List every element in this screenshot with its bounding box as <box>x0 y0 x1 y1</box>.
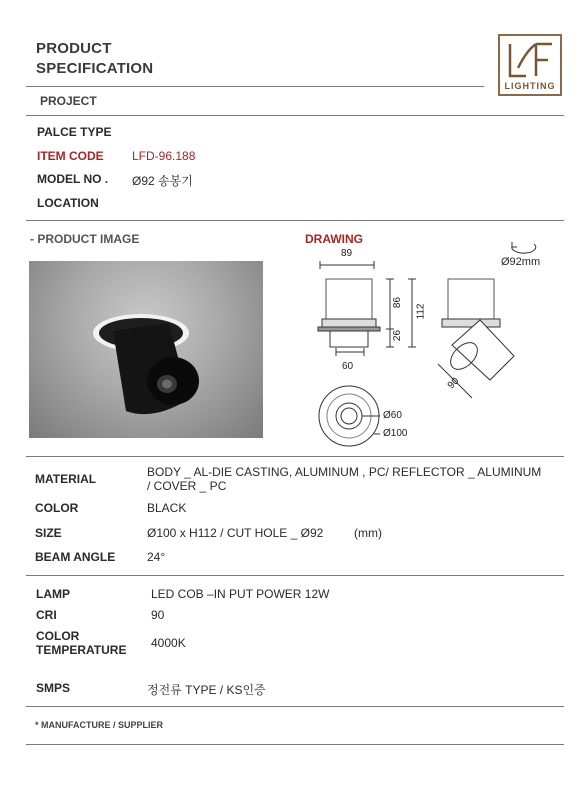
dim-height-86: 86 <box>392 296 404 309</box>
dim-side-90: 90 <box>445 375 462 392</box>
beam-angle-label: BEAM ANGLE <box>35 550 116 564</box>
model-label: MODEL NO . <box>37 172 109 186</box>
drawing-label: DRAWING <box>305 232 363 246</box>
size-unit: (mm) <box>354 526 382 540</box>
divider <box>26 220 564 221</box>
beam-angle-value: 24° <box>147 550 166 564</box>
divider <box>26 706 564 707</box>
lamp-label: LAMP <box>36 587 70 601</box>
dim-height-26: 26 <box>392 329 404 342</box>
cri-label: CRI <box>36 608 57 622</box>
divider <box>26 575 564 576</box>
project-label: PROJECT <box>40 94 97 108</box>
material-value-line1: BODY _ AL-DIE CASTING, ALUMINUM , PC/ REFLECTOR _ ALUMINUM <box>147 465 542 479</box>
dim-width-top: 89 <box>341 248 353 259</box>
rotate-icon <box>512 244 536 253</box>
lf-lighting-logo <box>498 34 562 96</box>
lf-logo-icon <box>500 38 560 84</box>
size-label: SIZE <box>35 526 62 540</box>
logo-text: LIGHTING <box>504 81 556 91</box>
hole-size-label: Ø92mm <box>501 256 541 268</box>
product-image-label: - PRODUCT IMAGE <box>30 232 140 246</box>
material-value <box>147 465 541 493</box>
downlight-icon <box>29 261 263 438</box>
place-type-label: PALCE TYPE <box>37 125 112 139</box>
dim-height-112: 112 <box>415 303 427 320</box>
color-temperature-label <box>36 629 126 657</box>
item-code-value: LFD-96.188 <box>132 149 196 163</box>
color-temp-label-line1: COLOR <box>36 629 80 643</box>
technical-drawing <box>300 240 570 450</box>
divider <box>26 115 564 116</box>
color-temperature-value: 4000K <box>151 636 186 650</box>
material-value-line2: / COVER _ PC <box>147 479 227 493</box>
dim-diameter-60: Ø60 <box>383 410 402 421</box>
location-label: LOCATION <box>37 196 99 210</box>
product-photo <box>29 261 263 438</box>
smps-value: 정전류 TYPE / KS인증 <box>147 683 266 697</box>
page-title <box>36 39 153 79</box>
model-value: Ø92 송봉기 <box>132 174 193 188</box>
size-value: Ø100 x H112 / CUT HOLE _ Ø92 <box>147 526 324 540</box>
dim-diameter-100: Ø100 <box>383 428 408 439</box>
title-line-2: SPECIFICATION <box>36 60 154 77</box>
cri-value: 90 <box>151 608 165 622</box>
divider <box>26 456 564 457</box>
divider <box>26 86 484 87</box>
divider <box>26 744 564 745</box>
color-label: COLOR <box>35 501 79 515</box>
color-value: BLACK <box>147 501 187 515</box>
material-label: MATERIAL <box>35 472 97 486</box>
manufacture-supplier-note: * MANUFACTURE / SUPPLIER <box>35 720 164 730</box>
lamp-value: LED COB –IN PUT POWER 12W <box>151 587 330 601</box>
title-line-1: PRODUCT <box>36 40 112 57</box>
dim-width-bottom: 60 <box>342 361 354 372</box>
smps-label: SMPS <box>36 681 71 695</box>
item-code-label: ITEM CODE <box>37 149 104 163</box>
color-temp-label-line2: TEMPERATURE <box>36 643 127 657</box>
